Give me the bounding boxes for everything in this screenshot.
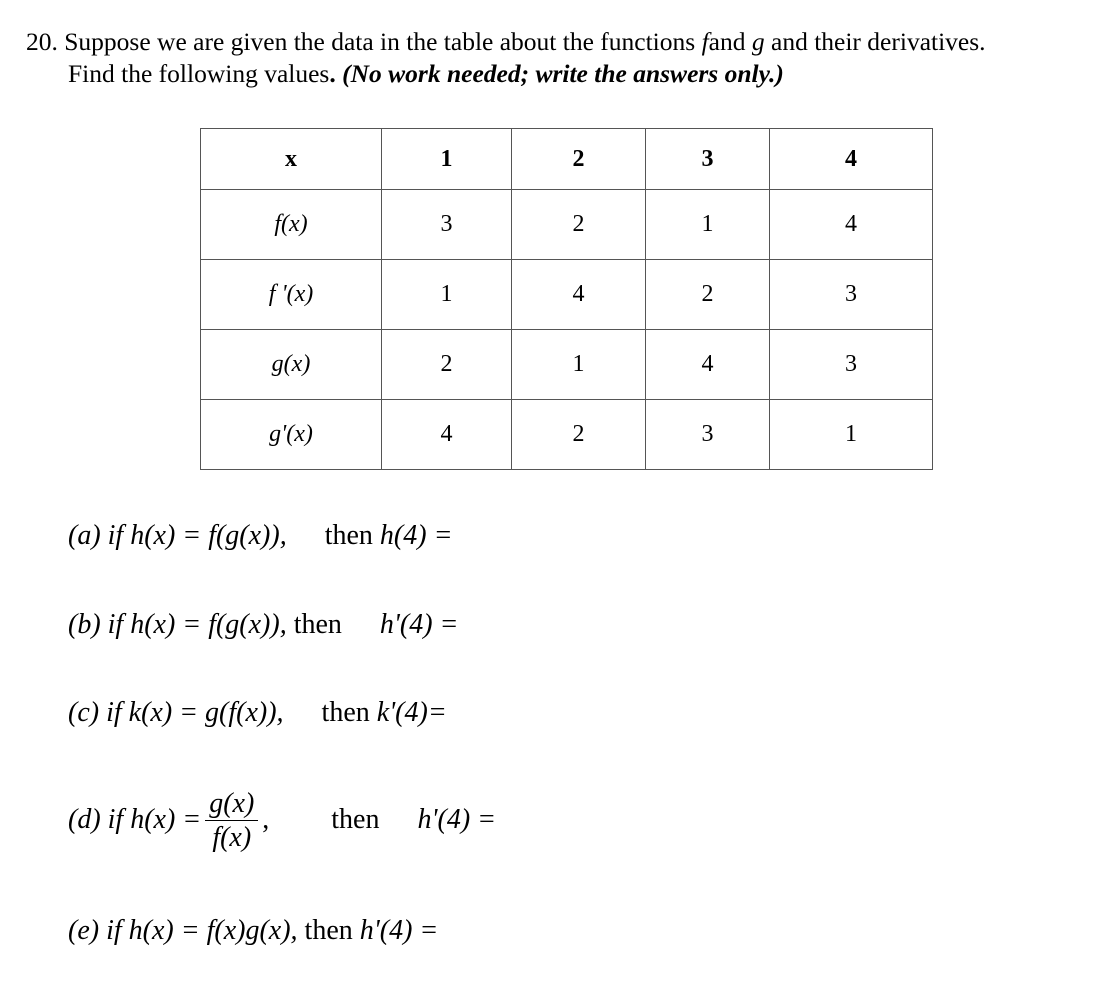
question-definition: k(x) = g(f(x)), <box>128 697 284 728</box>
table-cell: 1 <box>646 190 770 260</box>
problem-line-1 <box>26 26 1106 58</box>
question-definition: h(x) = f(x)g(x), <box>128 915 298 946</box>
header-cell: x <box>201 129 382 190</box>
then-word: then <box>304 915 353 946</box>
then-word: then <box>331 803 380 835</box>
table-cell: 3 <box>382 190 512 260</box>
instruction: (No work needed; write the answers only.) <box>342 59 784 88</box>
question-c <box>68 697 447 729</box>
header-cell: 2 <box>512 129 646 190</box>
problem-line-2 <box>26 58 1106 90</box>
question-label: (c) if <box>68 697 122 728</box>
table-cell: 1 <box>512 330 646 400</box>
table-cell: 2 <box>512 400 646 470</box>
fraction-numerator: g(x) <box>205 788 258 821</box>
row-label: g'(x) <box>201 400 382 470</box>
question-b <box>68 609 458 641</box>
table-cell: 2 <box>512 190 646 260</box>
question-label: (e) if <box>68 915 122 946</box>
problem-statement <box>26 26 1106 90</box>
question-label: (b) if <box>68 609 124 640</box>
then-word: then <box>293 609 342 640</box>
table-row <box>201 330 933 400</box>
table-cell: 4 <box>770 190 933 260</box>
problem-text: Suppose we are given the data in the table about the functions <box>64 27 696 56</box>
then-word: then <box>321 697 370 728</box>
question-ask: h'(4) = <box>379 609 459 640</box>
table-cell: 4 <box>646 330 770 400</box>
then-word: then <box>324 520 373 551</box>
problem-number: 20. <box>26 27 58 56</box>
row-label: f '(x) <box>201 260 382 330</box>
question-ask: h'(4) = <box>417 803 497 835</box>
fraction <box>205 788 258 855</box>
question-label: (a) if <box>68 520 124 551</box>
question-label: (d) if <box>68 803 124 835</box>
table-cell: 4 <box>512 260 646 330</box>
question-ask: k'(4)= <box>376 697 447 728</box>
question-d <box>68 788 496 855</box>
table-cell: 1 <box>382 260 512 330</box>
table-row <box>201 190 933 260</box>
table-cell: 3 <box>770 260 933 330</box>
table-row <box>201 260 933 330</box>
row-label: f(x) <box>201 190 382 260</box>
problem-text-2: Find the following values <box>68 59 330 88</box>
f-symbol: f <box>701 27 709 56</box>
problem-dot: . <box>329 59 336 88</box>
table-cell: 4 <box>382 400 512 470</box>
question-definition: h(x) = f(g(x)), <box>130 609 287 640</box>
table-row <box>201 400 933 470</box>
question-ask: h'(4) = <box>359 915 439 946</box>
question-definition: h(x) = f(g(x)), <box>130 520 287 551</box>
problem-text-end: and their derivatives. <box>771 27 986 56</box>
header-cell: 3 <box>646 129 770 190</box>
data-table <box>200 128 933 470</box>
table-cell: 2 <box>646 260 770 330</box>
question-a <box>68 520 452 552</box>
table-cell: 3 <box>770 330 933 400</box>
table-cell: 1 <box>770 400 933 470</box>
and-word: and <box>708 27 746 56</box>
g-symbol: g <box>751 27 765 56</box>
question-ask: h(4) = <box>379 520 453 551</box>
question-definition: h(x) = <box>130 803 202 835</box>
header-cell: 4 <box>770 129 933 190</box>
fraction-denominator: f(x) <box>212 822 252 853</box>
table-header-row <box>201 129 933 190</box>
table-cell: 3 <box>646 400 770 470</box>
table-cell: 2 <box>382 330 512 400</box>
row-label: g(x) <box>201 330 382 400</box>
fraction-comma: , <box>262 803 270 835</box>
question-e <box>68 915 438 947</box>
header-cell: 1 <box>382 129 512 190</box>
